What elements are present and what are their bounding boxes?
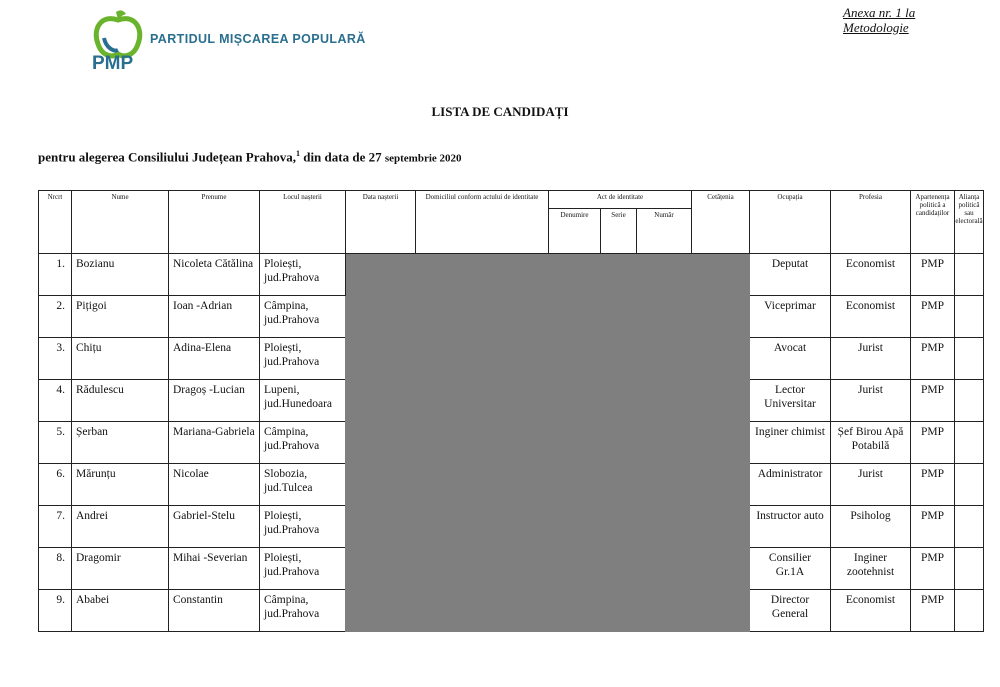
cell-prenume: Nicoleta Cătălina [169, 254, 260, 296]
cell-profesia: Jurist [831, 338, 911, 380]
col-header-profesia: Profesia [831, 191, 911, 254]
cell-profesia: Șef Birou Apă Potabilă [831, 422, 911, 464]
cell-nume: Dragomir [72, 548, 169, 590]
subtitle-text: pentru alegerea Consiliului Județean Prahova, [38, 149, 296, 165]
annex-reference [843, 5, 915, 35]
candidates-body [39, 254, 984, 632]
document-subtitle [38, 149, 462, 165]
cell-profesia: Jurist [831, 380, 911, 422]
row-number: 1. [39, 254, 72, 296]
cell-apartenenta: PMP [911, 506, 955, 548]
row-number: 4. [39, 380, 72, 422]
cell-alianta [955, 548, 984, 590]
row-number: 6. [39, 464, 72, 506]
logo-text: PMP [92, 53, 134, 74]
party-name: PARTIDUL MIȘCAREA POPULARĂ [150, 32, 366, 46]
cell-locul-nasterii: Ploiești, jud.Prahova [260, 254, 346, 296]
cell-nume: Mărunțu [72, 464, 169, 506]
cell-locul-nasterii: Slobozia, jud.Tulcea [260, 464, 346, 506]
col-header-prenume: Prenume [169, 191, 260, 254]
cell-apartenenta: PMP [911, 464, 955, 506]
cell-prenume: Nicolae [169, 464, 260, 506]
col-header-domiciliul: Domiciliul conform actului de identitate [416, 191, 549, 254]
cell-prenume: Gabriel-Stelu [169, 506, 260, 548]
cell-ocupatia: Inginer chimist [750, 422, 831, 464]
col-header-nrcrt: Nrcrt [39, 191, 72, 254]
row-number: 8. [39, 548, 72, 590]
cell-apartenenta: PMP [911, 296, 955, 338]
cell-alianta [955, 506, 984, 548]
col-header-act-numar: Număr [637, 209, 692, 254]
cell-profesia: Inginer zootehnist [831, 548, 911, 590]
subtitle-date: din data de 27 [299, 149, 382, 165]
cell-alianta [955, 422, 984, 464]
cell-locul-nasterii: Ploiești, jud.Prahova [260, 548, 346, 590]
cell-nume: Rădulescu [72, 380, 169, 422]
col-header-act-serie: Serie [601, 209, 637, 254]
candidates-table [38, 190, 984, 632]
cell-alianta [955, 338, 984, 380]
cell-profesia: Economist [831, 590, 911, 632]
cell-apartenenta: PMP [911, 548, 955, 590]
col-header-act-identitate: Act de identitate [549, 191, 692, 209]
cell-ocupatia: Director General [750, 590, 831, 632]
subtitle-month: septembrie 2020 [384, 152, 462, 165]
cell-locul-nasterii: Ploiești, jud.Prahova [260, 506, 346, 548]
cell-apartenenta: PMP [911, 380, 955, 422]
row-number: 3. [39, 338, 72, 380]
row-number: 5. [39, 422, 72, 464]
cell-ocupatia: Deputat [750, 254, 831, 296]
cell-apartenenta: PMP [911, 422, 955, 464]
cell-ocupatia: Administrator [750, 464, 831, 506]
cell-nume: Bozianu [72, 254, 169, 296]
cell-locul-nasterii: Câmpina, jud.Prahova [260, 296, 346, 338]
col-header-data-nasterii: Data nașterii [346, 191, 416, 254]
annex-line: Metodologie [843, 20, 909, 35]
cell-apartenenta: PMP [911, 590, 955, 632]
cell-profesia: Economist [831, 254, 911, 296]
cell-ocupatia: Viceprimar [750, 296, 831, 338]
row-number: 9. [39, 590, 72, 632]
cell-locul-nasterii: Câmpina, jud.Prahova [260, 590, 346, 632]
cell-apartenenta: PMP [911, 254, 955, 296]
cell-nume: Șerban [72, 422, 169, 464]
cell-prenume: Constantin [169, 590, 260, 632]
cell-prenume: Adina-Elena [169, 338, 260, 380]
cell-nume: Andrei [72, 506, 169, 548]
cell-locul-nasterii: Câmpina, jud.Prahova [260, 422, 346, 464]
cell-prenume: Mihai -Severian [169, 548, 260, 590]
cell-prenume: Ioan -Adrian [169, 296, 260, 338]
col-header-act-denumire: Denumire [549, 209, 601, 254]
cell-ocupatia: Lector Universitar [750, 380, 831, 422]
cell-prenume: Mariana-Gabriela [169, 422, 260, 464]
cell-alianta [955, 590, 984, 632]
col-header-nume: Nume [72, 191, 169, 254]
cell-ocupatia: Consilier Gr.1A [750, 548, 831, 590]
row-number: 2. [39, 296, 72, 338]
col-header-locul-nasterii: Locul nașterii [260, 191, 346, 254]
cell-nume: Ababei [72, 590, 169, 632]
cell-ocupatia: Instructor auto [750, 506, 831, 548]
document-title: LISTA DE CANDIDAȚI [431, 104, 569, 119]
col-header-cetatenia: Cetățenia [692, 191, 750, 254]
col-header-ocupatia: Ocupația [750, 191, 831, 254]
cell-prenume: Dragoș -Lucian [169, 380, 260, 422]
cell-profesia: Psiholog [831, 506, 911, 548]
cell-profesia: Jurist [831, 464, 911, 506]
cell-apartenenta: PMP [911, 338, 955, 380]
cell-ocupatia: Avocat [750, 338, 831, 380]
cell-nume: Pițigoi [72, 296, 169, 338]
cell-alianta [955, 254, 984, 296]
footnote-marker: 1 [295, 149, 300, 158]
cell-profesia: Economist [831, 296, 911, 338]
col-header-apartenenta: Apartenența politică a candidaților [911, 191, 955, 254]
cell-alianta [955, 464, 984, 506]
cell-locul-nasterii: Lupeni, jud.Hunedoara [260, 380, 346, 422]
cell-locul-nasterii: Ploiești, jud.Prahova [260, 338, 346, 380]
annex-line: Anexa nr. 1 la [843, 5, 916, 20]
col-header-alianta: Alianța politică sau electorală [955, 191, 984, 254]
cell-nume: Chițu [72, 338, 169, 380]
redacted-block [346, 254, 750, 632]
cell-alianta [955, 380, 984, 422]
cell-alianta [955, 296, 984, 338]
table-row [39, 254, 984, 296]
row-number: 7. [39, 506, 72, 548]
